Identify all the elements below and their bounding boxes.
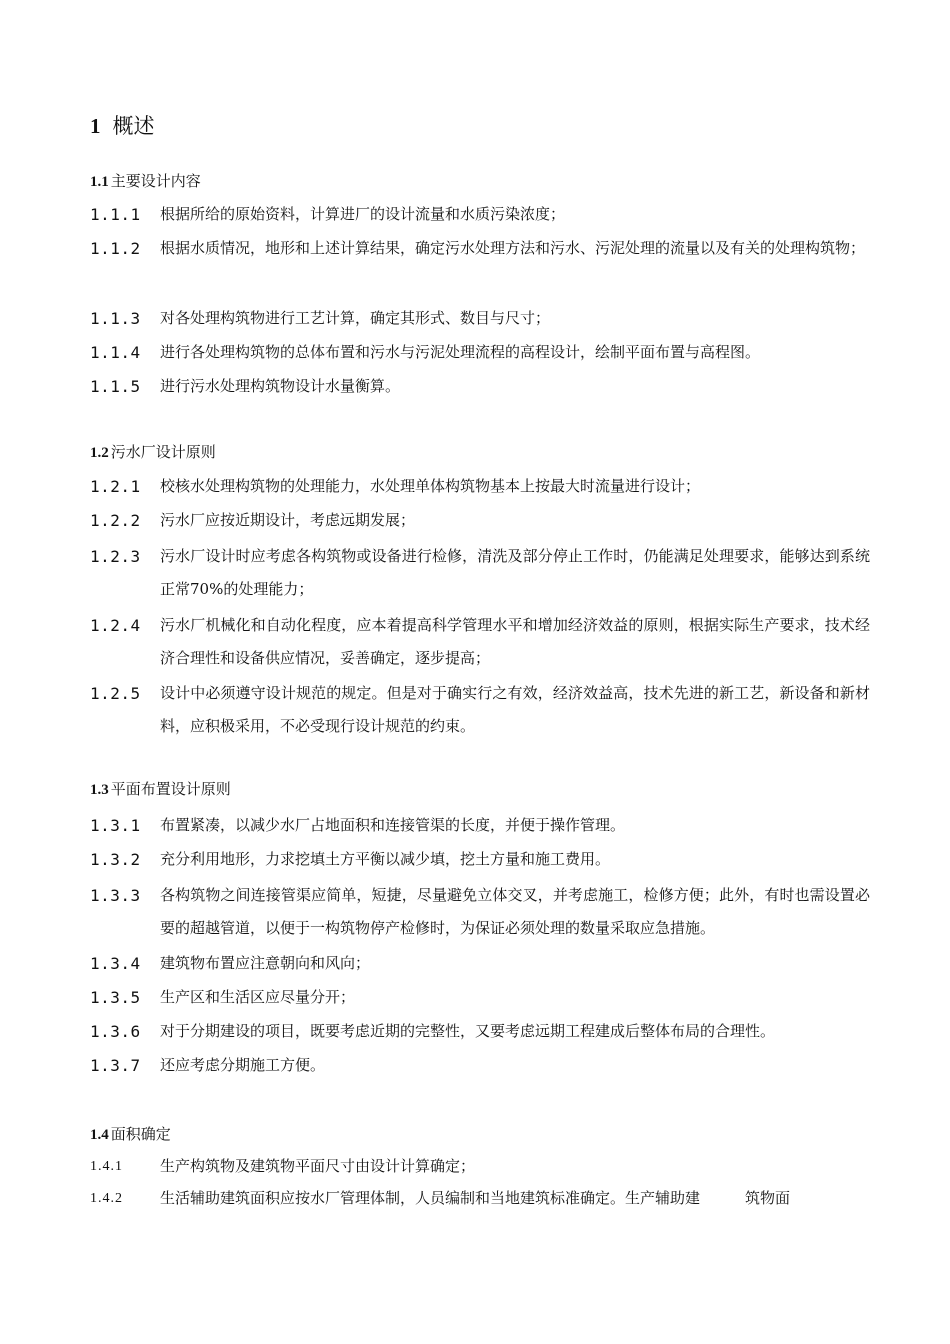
item-text: 污水厂设计时应考虑各构筑物或设备进行检修，清洗及部分停止工作时，仍能满足处理要求，能够达到系统正常70%的处理能力； xyxy=(160,547,870,598)
item-number: 1.2.2 xyxy=(90,511,141,530)
section-heading xyxy=(90,170,201,193)
section-title: 面积确定 xyxy=(110,1125,171,1143)
list-item xyxy=(90,470,870,503)
list-item xyxy=(90,336,870,369)
item-text: 污水厂机械化和自动化程度，应本着提高科学管理水平和增加经济效益的原则，根据实际生产要求，技术经济合理性和设备供应情况，妥善确定，逐步提高； xyxy=(160,616,870,667)
section-number: 1.1 xyxy=(90,174,109,190)
item-number: 1.3.7 xyxy=(90,1056,141,1075)
item-text: 还应考虑分期施工方便。 xyxy=(160,1056,326,1074)
item-number: 1.1.5 xyxy=(90,377,141,396)
item-number: 1.4.1 xyxy=(90,1159,123,1174)
item-text: 进行各处理构筑物的总体布置和污水与污泥处理流程的高程设计，绘制平面布置与高程图。 xyxy=(160,343,761,361)
item-text: 充分利用地形，力求挖填土方平衡以减少填，挖土方量和施工费用。 xyxy=(160,850,611,868)
item-number: 1.4.2 xyxy=(90,1191,123,1206)
list-item xyxy=(90,198,870,231)
item-text: 根据水质情况，地形和上述计算结果，确定污水处理方法和污水、污泥处理的流量以及有关的处理构筑物； xyxy=(160,239,866,257)
item-text: 生产构筑物及建筑物平面尺寸由设计计算确定； xyxy=(160,1157,476,1175)
list-item xyxy=(90,609,870,675)
item-text: 根据所给的原始资料，计算进厂的设计流量和水质污染浓度； xyxy=(160,205,566,223)
section-heading xyxy=(90,1123,171,1146)
item-number: 1.3.1 xyxy=(90,816,141,835)
item-number: 1.2.3 xyxy=(90,547,141,566)
item-number: 1.3.3 xyxy=(90,886,141,905)
item-text: 各构筑物之间连接管渠应简单，短捷，尽量避免立体交叉，并考虑施工，检修方便；此外，有时也需设置必要的超越管道，以便于一构筑物停产检修时，为保证必须处理的数量采取应急措施。 xyxy=(160,886,870,937)
item-number: 1.1.1 xyxy=(90,205,141,224)
list-item xyxy=(90,1150,870,1183)
item-number: 1.1.4 xyxy=(90,343,141,362)
list-item xyxy=(90,504,870,537)
chapter-heading xyxy=(90,112,155,140)
list-item xyxy=(90,370,870,403)
section-number: 1.3 xyxy=(90,782,109,798)
item-text: 对各处理构筑物进行工艺计算，确定其形式、数目与尺寸； xyxy=(160,309,551,327)
item-text: 建筑物布置应注意朝向和风向； xyxy=(160,954,371,972)
list-item xyxy=(90,302,870,335)
item-text: 对于分期建设的项目，既要考虑近期的完整性，又要考虑远期工程建成后整体布局的合理性。 xyxy=(160,1022,776,1040)
item-text: 生活辅助建筑面积应按水厂管理体制，人员编制和当地建筑标准确定。生产辅助建 筑物面 xyxy=(160,1189,791,1207)
section-title: 主要设计内容 xyxy=(110,172,201,190)
list-item xyxy=(90,1182,870,1215)
item-text: 设计中必须遵守设计规范的规定。但是对于确实行之有效，经济效益高，技术先进的新工艺，新设备和新材料，应积极采用，不必受现行设计规范的约束。 xyxy=(160,684,870,735)
item-text: 进行污水处理构筑物设计水量衡算。 xyxy=(160,377,401,395)
item-number: 1.3.4 xyxy=(90,954,141,973)
chapter-number: 1 xyxy=(90,114,101,138)
item-text: 布置紧凑，以减少水厂占地面积和连接管渠的长度，并便于操作管理。 xyxy=(160,816,626,834)
list-item xyxy=(90,809,870,842)
list-item xyxy=(90,981,870,1014)
section-title: 污水厂设计原则 xyxy=(110,443,216,461)
item-text: 生产区和生活区应尽量分开； xyxy=(160,988,356,1006)
item-number: 1.1.3 xyxy=(90,309,141,328)
item-number: 1.3.6 xyxy=(90,1022,141,1041)
section-title: 平面布置设计原则 xyxy=(110,780,231,798)
section-number: 1.4 xyxy=(90,1127,109,1143)
item-number: 1.3.5 xyxy=(90,988,141,1007)
section-heading xyxy=(90,778,231,801)
list-item xyxy=(90,232,870,265)
list-item xyxy=(90,1049,870,1082)
item-text: 污水厂应按近期设计，考虑远期发展； xyxy=(160,511,416,529)
list-item xyxy=(90,1015,870,1048)
item-number: 1.2.1 xyxy=(90,477,141,496)
list-item xyxy=(90,879,870,945)
list-item xyxy=(90,677,870,743)
list-item xyxy=(90,843,870,876)
section-heading xyxy=(90,441,216,464)
item-number: 1.1.2 xyxy=(90,239,141,258)
section-number: 1.2 xyxy=(90,445,109,461)
chapter-title: 概述 xyxy=(112,114,155,138)
list-item xyxy=(90,947,870,980)
item-number: 1.3.2 xyxy=(90,850,141,869)
item-number: 1.2.5 xyxy=(90,684,141,703)
item-text: 校核水处理构筑物的处理能力，水处理单体构筑物基本上按最大时流量进行设计； xyxy=(160,477,701,495)
item-number: 1.2.4 xyxy=(90,616,141,635)
list-item xyxy=(90,540,870,606)
